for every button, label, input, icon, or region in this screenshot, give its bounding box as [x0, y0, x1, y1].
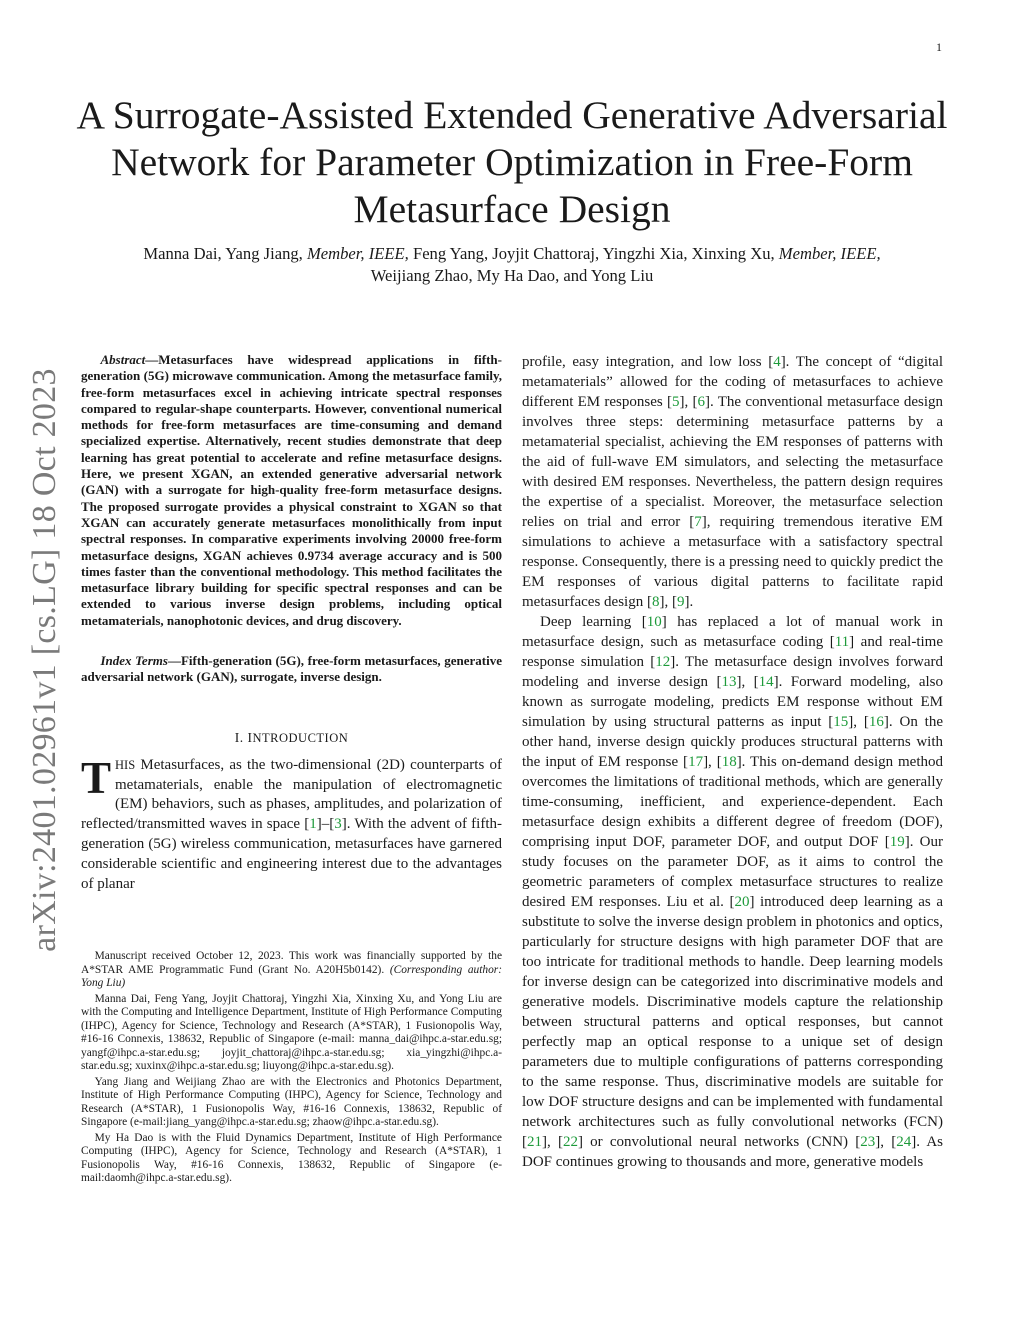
paragraph-text: profile, easy integration, and low loss [	[522, 354, 774, 370]
arxiv-id: arXiv:2401.02961v1 [cs.LG] 18 Oct 2023	[26, 368, 63, 952]
paragraph-text: ]. As DOF continues growing to thousands and more, generative models	[522, 1134, 944, 1170]
citation-link[interactable]: 21	[527, 1134, 542, 1150]
citation-link[interactable]: 9	[676, 594, 685, 610]
paragraph-text: ]. The metasurface design involves forward modeling and inverse design [	[522, 654, 943, 690]
paragraph-text: ] or convolutional neural networks (CNN) [	[577, 1134, 861, 1150]
right-column	[522, 352, 943, 1172]
citation-link[interactable]: 20	[734, 894, 750, 910]
citation-link[interactable]: 5	[672, 394, 680, 410]
citation-link[interactable]: 11	[834, 634, 850, 650]
abstract: Abstract—Metasurfaces have widespread applications in fifth-generation (5G) microwave communication. Among the metasurface family, free-form metasurfaces excel in achieving intricate spectral responses compared to regular-shape counterparts. However, conventional numerical methods for free-form metasurfaces are time-consuming and demand specialized expertise. Alternatively, recent studies demonstrate that deep learning has great potential to accelerate and refine metasurface designs. Here, we present XGAN, an extended generative adversarial network (GAN) with a surrogate for high-quality free-form metasurface designs. The proposed surrogate provides a physical constraint to XGAN so that XGAN can accurately generate metasurfaces monolithically from input spectral responses. In comparative experiments involving 20000 free-form metasurface designs, XGAN achieves 0.9734 average accuracy and is 500 times faster than the conventional methodology. This method facilitates the metasurface library building for specific spectral responses and can be extended to various inverse design problems, including optical metamaterials, nanophotonic devices, and drug discovery.	[81, 352, 502, 628]
paragraph-text: ] introduced deep learning as a substitute to solve the inverse design problem in photonics and optics, particularly for structure designs with high parameter DOF that are too intricate for traditional methods to handle. Deep learning models for inverse design can be categorized into discriminative models and generative models. Discriminative models capture the relationship between structural patterns and optical responses, but cannot perfectly map an optical response to a unique set of design parameters due to multiple configurations of patterns corresponding to the same response. Thus, discriminative models are suitable for low DOF structure designs and can be implemented with fundamental network architectures such as fully convolutional networks (FCN) [	[522, 894, 943, 1150]
paragraph-text: ]. The conventional metasurface design involves three steps: determining metasurface patterns by a metamaterial specialist, achieving the EM responses of patterns with the aid of full-wave EM simulators, and selecting the metasurface with desired EM responses. Nevertheless, the pattern design requires the expertise of a specialist. Moreover, the metasurface selection relies on trial and error [	[522, 394, 943, 530]
citation-link[interactable]: 22	[562, 1134, 578, 1150]
body-paragraph	[522, 352, 943, 612]
citation-link[interactable]: 7	[694, 514, 702, 530]
paragraph-text: ]. Our study focuses on the parameter DOF, as it aims to control the geometric parameters of complex metasurface structures to realize desired EM responses. Liu et al. [	[522, 834, 943, 910]
footnote-affiliation: Yang Jiang and Weijiang Zhao are with the Electronics and Photonics Department, Institute of High Performance Computing (IHPC), Agency for Science, Technology and Research (A*STAR), 1 Fusionopolis Way, #16-16 Connexis, 138632, Republic of Singapore (e-mail:jiang_yang@ihpc.a-star.edu.sg; zhaow@ihpc.a-star.edu.sg).	[81, 1075, 502, 1128]
paragraph-text: ]. Forward modeling, also known as surrogate modeling, predicts EM response without EM simulation by using structural patterns as input [	[522, 674, 943, 730]
paragraph-text: ].	[684, 594, 694, 610]
citation-link[interactable]: 8	[651, 594, 660, 610]
paragraph-text: ], [	[703, 754, 722, 770]
index-terms: Index Terms—Fifth-generation (5G), free-form metasurfaces, generative adversarial network (GAN), surrogate, inverse design.	[81, 653, 502, 685]
citation-link[interactable]: 18	[721, 754, 737, 770]
left-column	[81, 352, 502, 895]
citation-link[interactable]: 24	[896, 1134, 912, 1150]
citation-link[interactable]: 6	[697, 394, 706, 410]
paragraph-text: ]. This on-demand design method overcomes the limitations of traditional methods, which are generally time-consuming, inefficient, and experience-dependent. Each metasurface design exhibits a different degree of freedom (DOF), comprising input DOF, parameter DOF, and output DOF [	[522, 754, 943, 850]
paragraph-text: ], [	[542, 1134, 563, 1150]
citation-link[interactable]: 14	[758, 674, 774, 690]
section-heading: I. INTRODUCTION	[234, 729, 349, 745]
paragraph-text: ], [	[848, 714, 869, 730]
citation-link[interactable]: 4	[773, 354, 781, 370]
paragraph-text: ]. On the other hand, inverse design quickly produces structural patterns with the input of EM response [	[522, 714, 944, 770]
paragraph-text: ] and real-time response simulation [	[522, 634, 943, 670]
drop-cap: T	[81, 752, 112, 803]
paragraph-text: ] has replaced a lot of manual work in metasurface design, such as metasurface coding [	[522, 614, 943, 650]
citation-link[interactable]: 15	[833, 714, 849, 730]
page-number: 1	[936, 40, 942, 54]
footnote-manuscript: Manuscript received October 12, 2023. This work was financially supported by the A*STAR AME Programmatic Fund (Grant No. A20H5b0142). (Corresponding author: Yong Liu)	[81, 950, 503, 989]
author-list: Manna Dai, Yang Jiang, Member, IEEE, Feng Yang, Joyjit Chattoraj, Yingzhi Xia, Xinxing Xu, Member, IEEE, Weijiang Zhao, My Ha Dao, and Yong Liu	[143, 244, 881, 285]
paragraph-text: ], [	[736, 674, 759, 690]
citation-link[interactable]: 23	[860, 1134, 876, 1150]
citation-link[interactable]: 17	[688, 754, 704, 770]
footnote-affiliation: My Ha Dao is with the Fluid Dynamics Department, Institute of High Performance Computing (IHPC), Agency for Science, Technology and Research (A*STAR), 1 Fusionopolis Way, #16-16 Connexis, 138632, Republic of Singapore (e-mail:daomh@ihpc.a-star.edu.sg).	[81, 1131, 502, 1184]
citation-link[interactable]: 1	[309, 816, 317, 833]
paragraph-text: ], [	[875, 1134, 897, 1150]
paper-title: A Surrogate-Assisted Extended Generative Adversarial Network for Parameter Optimization in Free-Form Metasurface Design	[76, 93, 948, 231]
paragraph-text: ], requiring tremendous iterative EM simulations to achieve a metasurface with a satisfactory spectral response. Consequently, there is a pressing need to quickly predict the EM responses of various digital patterns to facilitate rapid metasurfaces design [	[522, 514, 943, 610]
citation-link[interactable]: 16	[868, 714, 884, 730]
footnotes	[81, 950, 502, 1188]
citation-link[interactable]: 10	[646, 614, 662, 630]
paragraph-text: ]. The concept of “digital metamaterials” allowed for the coding of metasurfaces to achieve different EM responses [	[522, 354, 943, 410]
citation-link[interactable]: 3	[334, 816, 342, 833]
citation-link[interactable]: 12	[655, 654, 671, 670]
citation-link[interactable]: 19	[889, 834, 905, 850]
body-paragraph	[522, 612, 943, 1172]
paragraph-text: ], [	[679, 394, 698, 410]
citation-link[interactable]: 13	[721, 674, 737, 690]
paragraph-text: Deep learning [	[540, 614, 647, 630]
footnote-affiliation: Manna Dai, Feng Yang, Joyjit Chattoraj, Yingzhi Xia, Xinxing Xu, and Yong Liu are with the Computing and Intelligence Department, Institute of High Performance Computing (IHPC), Agency for Science, Technology and Research (A*STAR), 1 Fusionopolis Way, #16-16 Connexis, 138632, Republic of Singapore (e-mail: manna_dai@ihpc.a-star.edu.sg; yangf@ihpc.a-star.edu.sg; joyjit_chattoraj@ihpc.a-star.edu.sg; xia_yingzhi@ihpc.a-star.edu.sg; xuxinx@ihpc.a-star.edu.sg; liuyong@ihpc.a-star.edu.sg).	[81, 992, 502, 1072]
arxiv-sidebar	[20, 350, 70, 970]
intro-paragraph: THIS Metasurfaces, as the two-dimensional (2D) counterparts of metamaterials, enable the manipulation of electromagnetic (EM) behaviors, such as phases, amplitudes, and polarization of reflected/transmitted waves in space [1]–[3]. With the advent of fifth-generation (5G) wireless communication, metasurfaces have garnered considerable scientific and engineering interest due to the advantages of planar	[81, 752, 502, 893]
paragraph-text: ], [	[659, 594, 677, 610]
